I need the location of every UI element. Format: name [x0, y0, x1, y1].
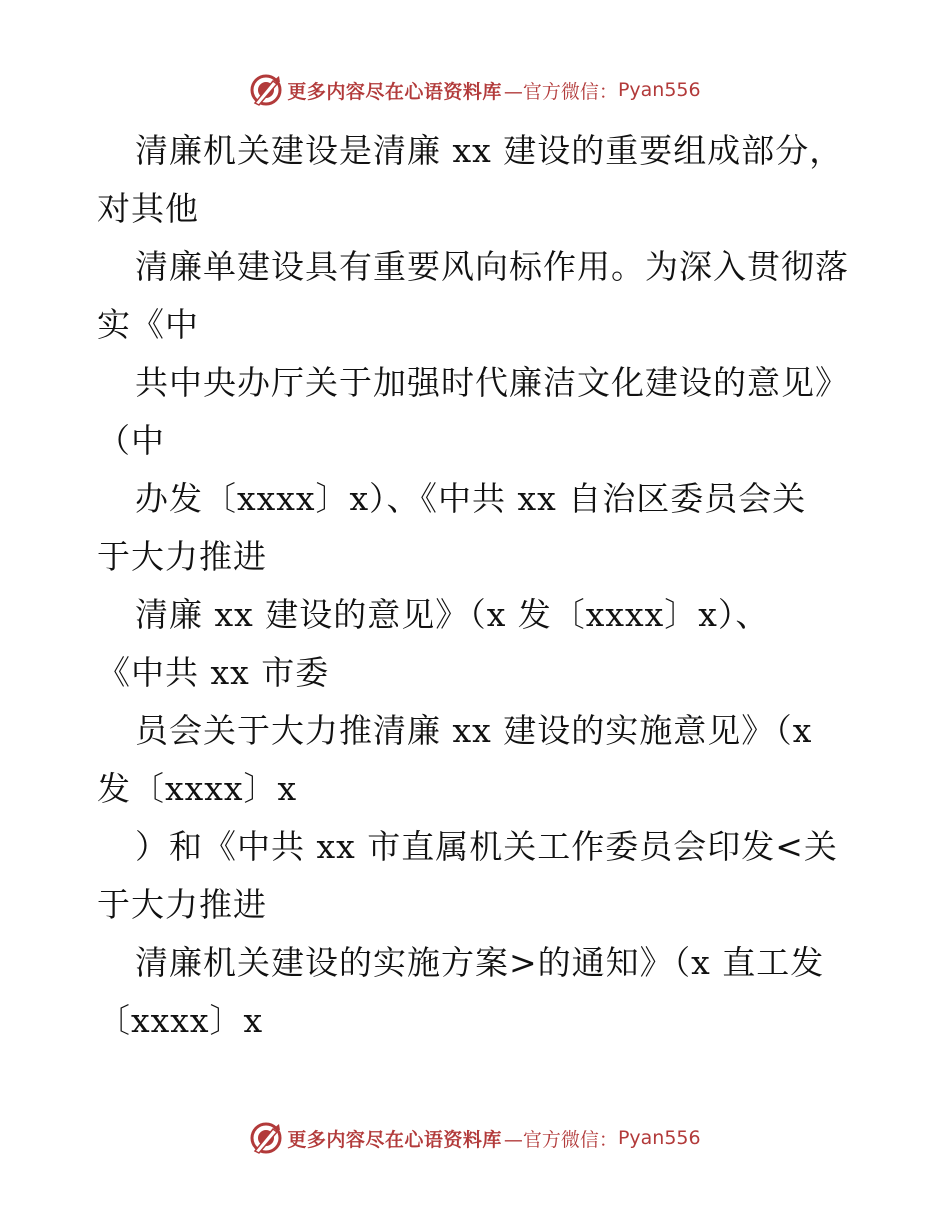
footer-banner [0, 1118, 950, 1158]
document-line: 清廉机关建设是清廉 xx 建设的重要组成部分， [135, 131, 844, 170]
document-line: 办发〔xxxx〕x）、《中共 xx 自治区委员会关 [135, 479, 807, 518]
document-line: 清廉机关建设的实施方案>的通知》（x 直工发 [135, 943, 825, 982]
banner-brand-text: 更多内容尽在心语资料库 [287, 80, 502, 103]
banner-brand-text: 更多内容尽在心语资料库 [287, 1128, 502, 1151]
document-line: 清廉单建设具有重要风向标作用。为深入贯彻落 [135, 247, 849, 286]
document-line: 于大力推进 [97, 885, 267, 924]
header-banner [0, 70, 950, 110]
document-line: （中 [97, 421, 165, 460]
banner-wechat-id: Pyan556 [617, 1127, 701, 1149]
document-body [97, 122, 857, 1050]
document-line: ）和《中共 xx 市直属机关工作委员会印发<关 [135, 827, 838, 866]
document-line: 实《中 [97, 305, 199, 344]
document-line: 对其他 [97, 189, 199, 228]
document-line: 清廉 xx 建设的意见》（x 发〔xxxx〕x）、 [135, 595, 770, 634]
pen-logo-icon [249, 1121, 283, 1155]
banner-wechat-id: Pyan556 [617, 79, 701, 101]
document-line: 共中央办厅关于加强时代廉洁文化建设的意见》 [135, 363, 849, 402]
document-line: 《中共 xx 市委 [97, 653, 330, 692]
pen-logo-icon [249, 73, 283, 107]
document-line: 于大力推进 [97, 537, 267, 576]
banner-official-text: —官方微信： [503, 1128, 618, 1151]
banner-official-text: —官方微信： [503, 80, 618, 103]
document-line: 〔xxxx〕x [97, 1001, 264, 1040]
document-line: 员会关于大力推清廉 xx 建设的实施意见》（x [135, 711, 813, 750]
document-line: 发〔xxxx〕x [97, 769, 298, 808]
